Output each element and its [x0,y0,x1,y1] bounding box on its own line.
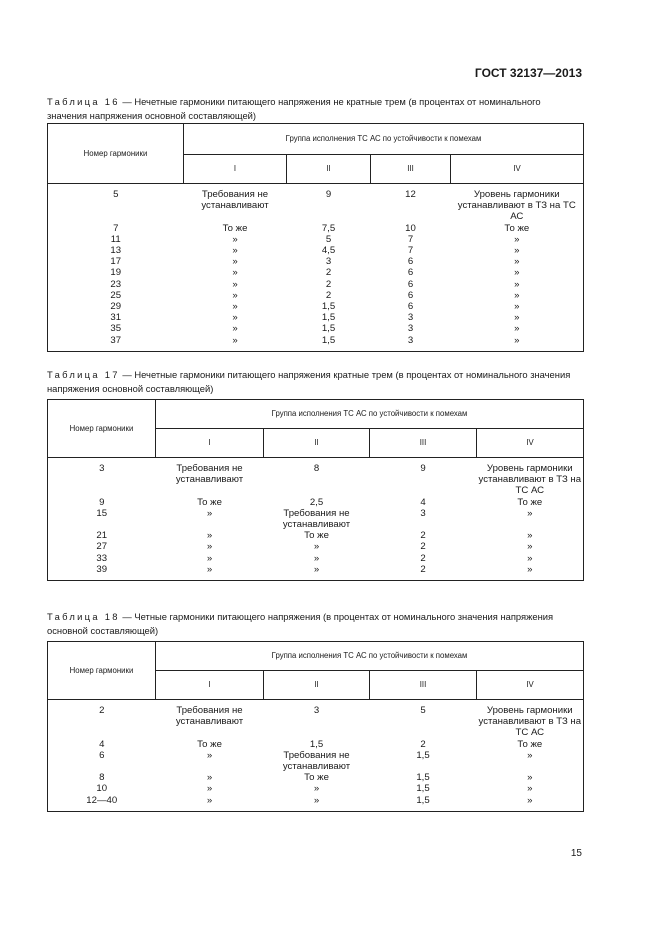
group-2-cell: » [313,541,320,553]
harmonic-number-cell: 39 [48,564,156,581]
harmonic-number-cell: 35 [48,323,184,334]
group-4-cell: То же [477,739,584,750]
group-3-cell: 6 [407,289,414,301]
group-1-cell: » [206,749,213,761]
harmonic-number-cell: 12—40 [48,795,156,812]
harmonic-number-cell: 11 [48,234,184,245]
header-group-1: I [184,155,287,184]
group-4-cell: » [451,301,584,312]
harmonic-number-cell: 7 [48,223,184,234]
table-row [48,772,584,783]
group-2-cell: 2 [325,278,332,290]
group-1-cell: То же [197,496,222,508]
table-row [48,795,584,812]
group-3-cell: 1,5 [416,783,430,795]
group-2-cell: То же [304,772,329,784]
group-4-cell: » [477,553,584,564]
table-row [48,184,584,223]
group-3-cell: 6 [407,301,414,313]
header-group-2: II [264,671,370,700]
group-4-cell: » [451,290,584,301]
group-1-cell: » [232,301,238,313]
group-1-cell: » [206,772,213,784]
group-2-cell: 3 [313,705,320,716]
table-18 [47,641,584,812]
group-3-cell: 3 [407,323,414,335]
group-4-cell: Уровень гармоники устанавливают в ТЗ на ТС АС [477,700,584,739]
group-4-cell: » [477,795,584,812]
group-4-cell: » [451,245,584,256]
table-row [48,223,584,234]
document-code: ГОСТ 32137—2013 [474,66,582,80]
group-3-cell: 6 [407,267,414,279]
table-row [48,279,584,290]
group-2-cell: 2 [325,289,332,301]
harmonic-number-cell: 33 [48,553,156,564]
group-1-cell: » [232,256,238,268]
group-1-cell: » [232,323,238,335]
group-4-cell: » [477,530,584,541]
table-row [48,301,584,312]
table-18-caption-lead: Таблица 18 [47,611,120,622]
table-row [48,783,584,794]
group-1-cell: » [156,795,264,812]
group-2-cell: 1,5 [287,335,371,352]
harmonic-number-cell: 21 [48,530,156,541]
group-1-cell: » [232,278,238,290]
header-group-3: III [371,155,451,184]
table-row [48,739,584,750]
group-3-cell: 10 [405,222,416,234]
header-group-4: IV [477,429,584,458]
group-4-cell: То же [477,497,584,508]
header-group-2: II [287,155,371,184]
harmonic-number-cell: 15 [48,508,156,530]
group-2-cell: 7,5 [321,222,336,234]
group-4-cell: » [451,312,584,323]
table-row [48,700,584,739]
table-16 [47,123,584,352]
group-3-cell: 7 [407,233,414,245]
group-3-cell: 1,5 [416,749,430,761]
table-16-caption [47,95,583,123]
group-2-cell: » [264,564,370,581]
group-3-cell: 2 [370,564,477,581]
page-number: 15 [570,848,582,859]
table-row [48,564,584,581]
group-4-cell: » [477,772,584,783]
header-group-4: IV [451,155,584,184]
group-3-cell: 3 [407,312,414,324]
group-1-cell: » [232,312,238,324]
group-2-cell: 5 [325,233,332,245]
group-1-cell: То же [197,738,222,750]
header-immunity-group: Группа исполнения ТС АС по устойчивости к помехам [184,124,584,155]
group-3-cell: 2 [420,738,426,750]
group-3-cell: 6 [407,256,414,268]
header-group-3: III [370,429,477,458]
group-1-cell: » [206,552,213,564]
group-2-cell: 1,5 [321,312,336,324]
table-17-caption [47,368,583,396]
group-4-cell: » [451,256,584,267]
group-1-cell: » [206,507,213,519]
group-4-cell: Уровень гармоники устанавливают в ТЗ на ТС АС [451,184,584,223]
group-1-cell: » [232,267,238,279]
group-4-cell: Уровень гармоники устанавливают в ТЗ на ТС АС [477,458,584,497]
table-row [48,508,584,530]
table-row [48,458,584,497]
group-2-cell: 3 [325,256,332,268]
harmonic-number-cell: 8 [48,772,156,783]
group-2-cell: » [264,795,370,812]
header-harmonic-number: Номер гармоники [48,400,156,458]
table-18-caption-text: — Четные гармоники питающего напряжения (в процентах от номинального значения напряжения основной составляющей) [47,611,554,636]
group-2-cell: » [313,783,320,795]
group-4-cell: » [477,750,584,772]
group-3-cell: 1,5 [370,795,477,812]
table-row [48,323,584,334]
table-row [48,256,584,267]
table-row [48,553,584,564]
group-1-cell: Требования не устанавливают [175,463,244,486]
table-16-caption-lead: Таблица 16 [47,96,120,107]
group-2-cell: 9 [325,189,332,200]
table-row [48,245,584,256]
group-2-cell: » [313,552,320,564]
harmonic-number-cell: 31 [48,312,184,323]
header-group-1: I [156,671,264,700]
group-3-cell: 5 [420,705,426,716]
table-17-caption-lead: Таблица 17 [47,369,120,380]
group-4-cell: » [477,564,584,581]
group-1-cell: То же [222,222,248,234]
header-group-2: II [264,429,370,458]
group-3-cell: 3 [420,507,426,519]
table-row [48,497,584,508]
group-2-cell: 2 [325,267,332,279]
group-1-cell: Требования не устанавливают [175,705,244,728]
group-3-cell: 7 [407,245,414,257]
group-1-cell: » [156,564,264,581]
group-4-cell: То же [451,223,584,234]
group-3-cell: 2 [420,552,426,564]
group-3-cell: 12 [405,189,416,200]
harmonic-number-cell: 25 [48,290,184,301]
harmonic-number-cell: 5 [48,184,184,223]
group-1-cell: » [184,335,287,352]
group-2-cell: 2,5 [309,496,324,508]
harmonic-number-cell: 29 [48,301,184,312]
header-group-3: III [370,671,477,700]
group-2-cell: То же [304,530,329,542]
table-row [48,234,584,245]
header-immunity-group: Группа исполнения ТС АС по устойчивости к помехам [156,642,584,671]
harmonic-number-cell: 2 [48,700,156,739]
table-16-caption-text: — Нечетные гармоники питающего напряжения не кратные трем (в процентах от номинального значения напряжения основной составляющей) [47,96,541,121]
group-4-cell: » [477,783,584,794]
group-2-cell: Требования не устанавливают [282,749,351,773]
group-1-cell: » [206,530,213,542]
harmonic-number-cell: 19 [48,267,184,278]
group-3-cell: 2 [420,541,426,553]
table-row [48,290,584,301]
harmonic-number-cell: 3 [48,458,156,497]
group-2-cell: 1,5 [321,301,336,313]
header-group-1: I [156,429,264,458]
group-3-cell: 1,5 [416,772,430,784]
harmonic-number-cell: 9 [48,497,156,508]
table-row [48,312,584,323]
harmonic-number-cell: 4 [48,739,156,750]
group-1-cell: » [232,245,238,257]
header-immunity-group: Группа исполнения ТС АС по устойчивости к помехам [156,400,584,429]
harmonic-number-cell: 37 [48,335,184,352]
table-18-caption [47,610,583,638]
group-4-cell: » [451,323,584,334]
harmonic-number-cell: 13 [48,245,184,256]
harmonic-number-cell: 10 [48,783,156,794]
group-1-cell: » [232,289,238,301]
group-1-cell: » [206,541,213,553]
harmonic-number-cell: 17 [48,256,184,267]
table-row [48,750,584,772]
group-2-cell: Требования не устанавливают [282,507,351,531]
table-row [48,267,584,278]
table-17-caption-text: — Нечетные гармоники питающего напряжения кратные трем (в процентах от номинального значения напряжения основной составляющей) [47,369,571,394]
group-3-cell: 9 [420,463,426,474]
header-group-4: IV [477,671,584,700]
group-4-cell: » [477,541,584,552]
group-2-cell: 1,5 [309,738,324,750]
header-harmonic-number: Номер гармоники [48,642,156,700]
group-4-cell: » [451,267,584,278]
group-2-cell: 4,5 [321,245,336,257]
group-3-cell: 3 [371,335,451,352]
group-3-cell: 4 [420,496,426,508]
harmonic-number-cell: 23 [48,279,184,290]
group-3-cell: 6 [407,278,414,290]
group-4-cell: » [451,279,584,290]
group-4-cell: » [477,508,584,530]
group-2-cell: 8 [313,463,320,474]
group-4-cell: » [451,335,584,352]
table-row [48,530,584,541]
header-harmonic-number: Номер гармоники [48,124,184,184]
group-1-cell: » [206,783,213,795]
table-row [48,335,584,352]
group-1-cell: Требования не устанавливают [201,189,269,212]
group-4-cell: » [451,234,584,245]
group-1-cell: » [232,233,238,245]
table-row [48,541,584,552]
harmonic-number-cell: 6 [48,750,156,772]
harmonic-number-cell: 27 [48,541,156,552]
group-3-cell: 2 [420,530,426,542]
group-2-cell: 1,5 [321,323,336,335]
table-17 [47,399,584,581]
